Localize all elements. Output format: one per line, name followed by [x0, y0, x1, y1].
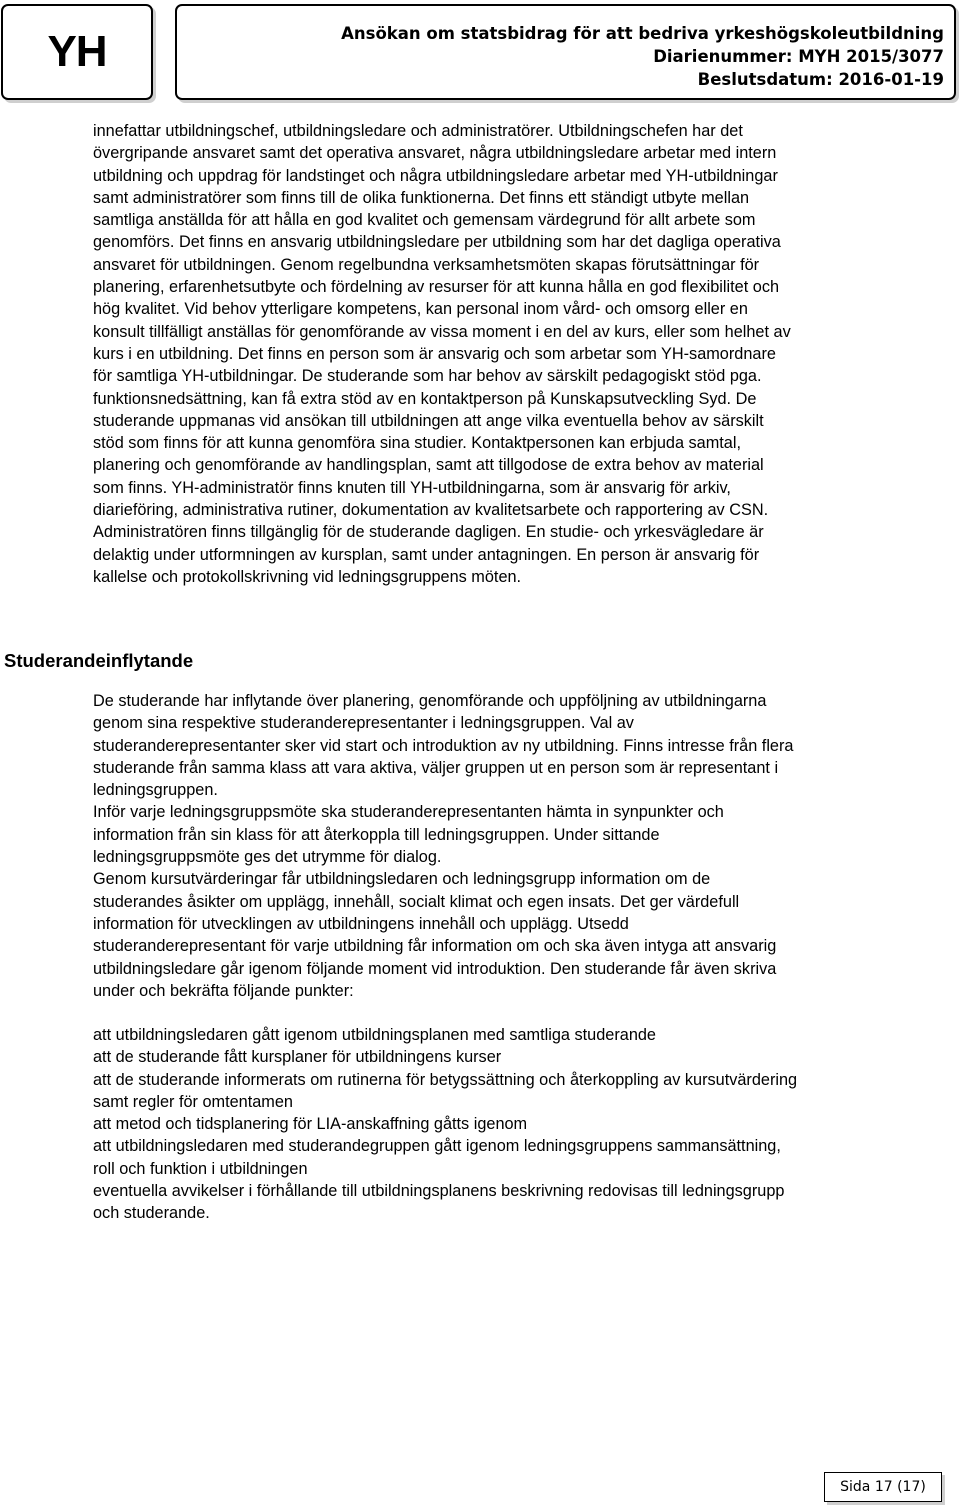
text-line: De studerande har inflytande över planering, genomförande och uppföljning av utbildningarna: [93, 692, 767, 710]
text-line: utbildning och uppdrag för landstinget och några utbildningsledare arbetar med YH-utbildningar: [93, 166, 778, 185]
text-line: ansvaret för utbildningen. Genom regelbundna verksamhetsmöten skapas förutsättningar för: [93, 255, 760, 274]
logo-box: [1, 4, 153, 100]
text-line: Administratören finns tillgänglig för de studerande dagligen. En studie- och yrkesvägledare är: [93, 523, 764, 542]
list-item: och studerande.: [93, 1204, 210, 1223]
intro-paragraph: [93, 120, 955, 588]
text-line: övergripande ansvaret samt det operativa ansvaret, några utbildningsledare arbetar med intern: [93, 144, 777, 163]
list-item: att de studerande fått kursplaner för utbildningens kurser: [93, 1048, 502, 1067]
list-item: att utbildningsledaren med studerandegruppen gått igenom ledningsgruppens sammansättning,: [93, 1137, 781, 1156]
text-line: genomförs. Det finns en ansvarig utbildningsledare per utbildning som har det dagliga operativa: [93, 233, 781, 252]
text-line: innefattar utbildningschef, utbildningsledare och administratörer. Utbildningschefen har det: [93, 122, 743, 140]
text-line: för samtliga YH-utbildningar. De studerande som har behov av särskilt pedagogiskt stöd pga.: [93, 367, 762, 386]
yh-logo: YH: [47, 27, 107, 76]
list-item: roll och funktion i utbildningen: [93, 1159, 308, 1178]
text-line: ledningsgruppsmöte ges det utrymme för dialog.: [93, 848, 442, 867]
text-line: Inför varje ledningsgruppsmöte ska studeranderepresentanten hämta in synpunkter och: [93, 803, 724, 822]
list-item: samt regler för omtentamen: [93, 1092, 293, 1111]
section-paragraph: [93, 690, 955, 1002]
list-item: att de studerande informerats om rutinerna för betygssättning och återkoppling av kursutvärdering: [93, 1070, 798, 1089]
text-line: studeranderepresentanter sker vid start och introduktion av ny utbildning. Finns intresse från flera: [93, 736, 794, 755]
list-item: att utbildningsledaren gått igenom utbildningsplanen med samtliga studerande: [93, 1026, 656, 1044]
text-line: utbildningsledare går igenom följande moment vid introduktion. Den studerande får även skriva: [93, 959, 777, 978]
text-line: som finns. YH-administratör finns knuten till YH-utbildningarna, som är ansvarig för arkiv,: [93, 478, 731, 497]
page-number-box: [824, 1472, 942, 1502]
text-line: funktionsnedsättning, kan få extra stöd av en kontaktperson på Kunskapsutveckling Syd. De: [93, 389, 757, 408]
text-line: planering, erfarenhetsutbyte och fördelning av resurser för att kunna hålla en god flexibilitet och: [93, 278, 780, 297]
list-item: eventuella avvikelser i förhållande till utbildningsplanens beskrivning redovisas till ledningsgrupp: [93, 1182, 785, 1201]
text-line: stöd som finns för att kunna genomföra sina studier. Kontaktpersonen kan erbjuda samtal,: [93, 434, 742, 453]
checklist: [93, 1024, 955, 1225]
text-line: studeranderepresentant för varje utbildning får information om och ska även intyga att ansvarig: [93, 937, 777, 956]
text-line: information för utvecklingen av utbildningens innehåll och upplägg. Utsedd: [93, 914, 629, 933]
text-line: under och bekräfta följande punkter:: [93, 981, 354, 1000]
document-title: Ansökan om statsbidrag för att bedriva yrkeshögskoleutbildning: [341, 24, 944, 43]
text-line: ledningsgruppen.: [93, 781, 218, 800]
text-line: samt administratörer som finns till de olika funktionerna. Det finns ett ständigt utbyte mellan: [93, 188, 750, 207]
beslutsdatum: Beslutsdatum: 2016-01-19: [697, 70, 944, 89]
text-line: konsult tillfälligt anställas för genomförande av vissa moment i en del av kurs, eller som helhet av: [93, 322, 791, 341]
diarienummer: Diarienummer: MYH 2015/3077: [653, 47, 944, 66]
text-line: studerande uppmanas vid ansökan till utbildningen att ange vilka eventuella behov av särskilt: [93, 411, 764, 430]
text-line: studerandes åsikter om upplägg, innehåll, socialt klimat och egen insats. Det ger värdefull: [93, 892, 740, 911]
text-line: diarieföring, administrativa rutiner, dokumentation av kvalitetsarbete och rapportering av CSN.: [93, 501, 769, 520]
text-line: Genom kursutvärderingar får utbildningsledaren och ledningsgrupp information om de: [93, 870, 711, 889]
list-item: att metod och tidsplanering för LIA-anskaffning gåtts igenom: [93, 1115, 528, 1134]
text-line: kallelse och protokollskrivning vid ledningsgruppens möten.: [93, 567, 522, 586]
text-line: planering och genomförande av handlingsplan, samt att tillgodose de extra behov av material: [93, 456, 764, 475]
document-header: [175, 4, 956, 100]
text-line: samtliga anställda för att hålla en god kvalitet och gemensam värdegrund för allt arbete som: [93, 211, 756, 230]
text-line: information från sin klass för att återkoppla till ledningsgruppen. Under sittande: [93, 825, 660, 844]
text-line: kurs i en utbildning. Det finns en person som är ansvarig och som arbetar som YH-samordnare: [93, 344, 776, 363]
page-number: Sida 17 (17): [840, 1479, 926, 1495]
text-line: genom sina respektive studeranderepresentanter i ledningsgruppen. Val av: [93, 714, 634, 733]
text-line: hög kvalitet. Vid behov ytterligare kompetens, kan personal inom vård- och omsorg eller en: [93, 300, 748, 319]
section-heading: Studerandeinflytande: [4, 650, 194, 671]
text-line: studerande från samma klass att vara aktiva, väljer gruppen ut en person som är representant i: [93, 758, 779, 777]
text-line: delaktig under utformningen av kursplan, samt under antagningen. En person är ansvarig för: [93, 545, 760, 564]
